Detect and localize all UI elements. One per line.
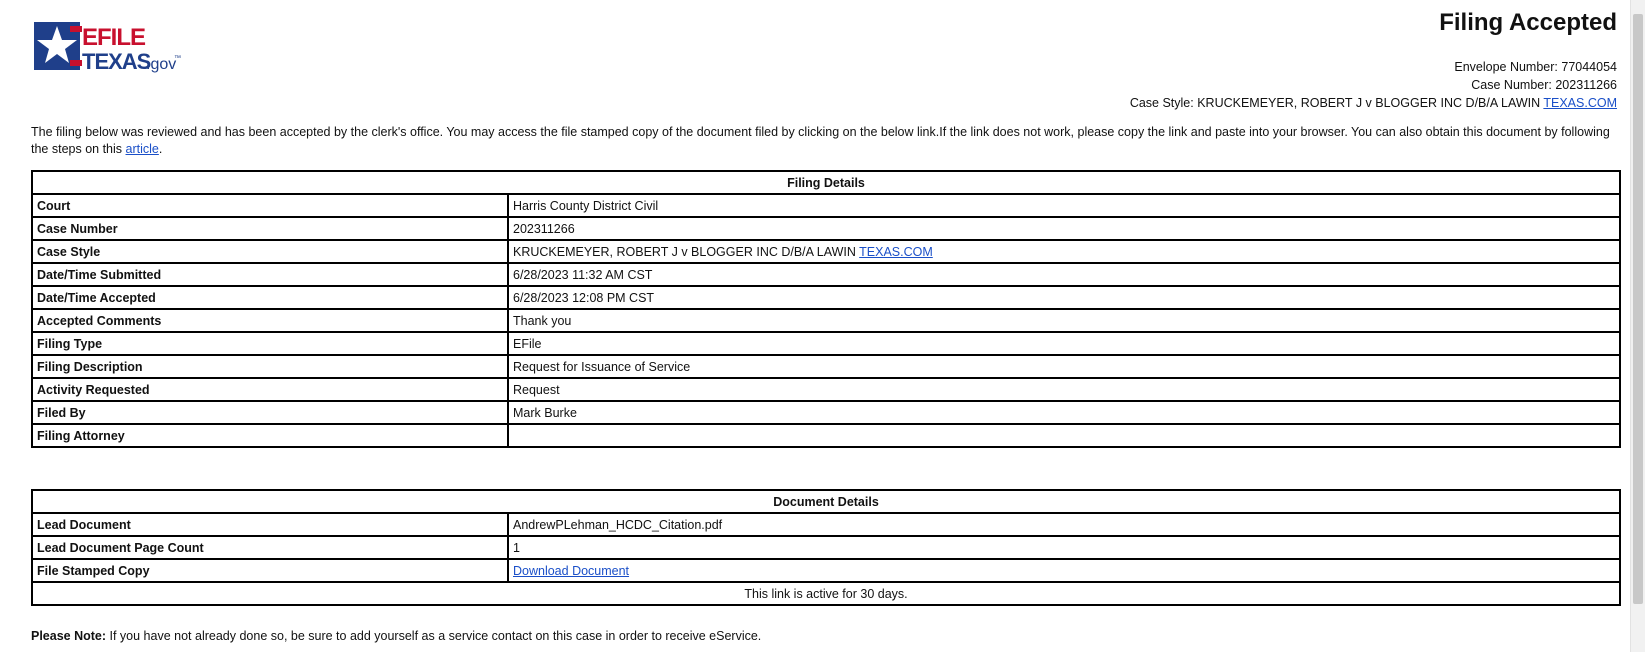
row-label-case-number: Case Number	[32, 217, 508, 240]
row-label-date-submitted: Date/Time Submitted	[32, 263, 508, 286]
table-row	[32, 332, 1620, 355]
row-label-activity-requested: Activity Requested	[32, 378, 508, 401]
document-details-header-row	[32, 490, 1620, 513]
document-details-table	[31, 489, 1621, 606]
row-value-court: Harris County District Civil	[508, 194, 1620, 217]
case-style-value-text: KRUCKEMEYER, ROBERT J v BLOGGER INC D/B/A LAWIN	[513, 244, 856, 259]
table-row	[32, 194, 1620, 217]
table-row	[32, 401, 1620, 424]
document-details-footer-row	[32, 582, 1620, 605]
scrollbar-thumb[interactable]	[1633, 14, 1643, 604]
row-value-filed-by: Mark Burke	[508, 401, 1620, 424]
filing-details-title: Filing Details	[32, 171, 1620, 194]
article-link[interactable]: article	[125, 142, 159, 156]
please-note-text: If you have not already done so, be sure to add yourself as a service contact on this case in order to receive eService.	[109, 629, 762, 643]
link-active-notice: This link is active for 30 days.	[32, 582, 1620, 605]
row-value-case-style	[508, 240, 1620, 263]
case-number-label: Case Number:	[1471, 78, 1552, 92]
table-row	[32, 240, 1620, 263]
envelope-number-line	[1130, 58, 1617, 76]
logo-line2-suffix: .gov	[146, 56, 177, 73]
table-row	[32, 536, 1620, 559]
table-row	[32, 378, 1620, 401]
filing-details-table	[31, 170, 1621, 448]
row-value-date-accepted: 6/28/2023 12:08 PM CST	[508, 286, 1620, 309]
row-label-filed-by: Filed By	[32, 401, 508, 424]
row-label-case-style: Case Style	[32, 240, 508, 263]
logo-line1: EFILE	[82, 24, 146, 51]
logo-tm: ™	[174, 55, 181, 62]
filing-details-header-row	[32, 171, 1620, 194]
table-row	[32, 355, 1620, 378]
case-number-line	[1130, 76, 1617, 94]
row-label-file-stamped-copy: File Stamped Copy	[32, 559, 508, 582]
row-label-filing-attorney: Filing Attorney	[32, 424, 508, 447]
row-value-file-stamped-copy	[508, 559, 1620, 582]
logo-line2: TEXAS	[82, 49, 151, 74]
download-document-link[interactable]: Download Document	[513, 563, 630, 578]
table-row	[32, 286, 1620, 309]
case-style-text: KRUCKEMEYER, ROBERT J v BLOGGER INC D/B/A LAWIN	[1197, 96, 1541, 110]
document-details-title: Document Details	[32, 490, 1620, 513]
row-value-filing-description: Request for Issuance of Service	[508, 355, 1620, 378]
case-style-value-link[interactable]: TEXAS.COM	[859, 244, 933, 259]
envelope-number-label: Envelope Number:	[1454, 60, 1558, 74]
efiletexas-logo	[34, 20, 184, 78]
case-number-value: 202311266	[1555, 78, 1617, 92]
table-row	[32, 424, 1620, 447]
row-label-accepted-comments: Accepted Comments	[32, 309, 508, 332]
please-note	[31, 628, 761, 645]
row-value-filing-type: EFile	[508, 332, 1620, 355]
row-value-accepted-comments: Thank you	[508, 309, 1620, 332]
table-row	[32, 217, 1620, 240]
intro-text: The filing below was reviewed and has been accepted by the clerk's office. You may access the file stamped copy of the document filed by clicking on the below link.If the link does not work, please copy the link and paste into your browser. You can also obtain this document by following the steps on this	[31, 125, 1610, 156]
intro-end: .	[158, 142, 163, 156]
page-title: Filing Accepted	[1439, 9, 1617, 36]
row-value-lead-document: AndrewPLehman_HCDC_Citation.pdf	[508, 513, 1620, 536]
row-label-lead-document: Lead Document	[32, 513, 508, 536]
table-row	[32, 559, 1620, 582]
case-style-label: Case Style:	[1129, 96, 1194, 110]
vertical-scrollbar[interactable]	[1630, 0, 1645, 652]
header-info	[1130, 8, 1617, 112]
please-note-label: Please Note:	[31, 629, 107, 643]
envelope-number-value: 77044054	[1561, 60, 1617, 74]
row-label-date-accepted: Date/Time Accepted	[32, 286, 508, 309]
row-value-date-submitted: 6/28/2023 11:32 AM CST	[508, 263, 1620, 286]
case-style-line	[1130, 94, 1617, 112]
row-value-page-count: 1	[508, 536, 1620, 559]
row-label-filing-type: Filing Type	[32, 332, 508, 355]
row-label-court: Court	[32, 194, 508, 217]
row-label-filing-description: Filing Description	[32, 355, 508, 378]
table-row	[32, 309, 1620, 332]
row-value-filing-attorney	[508, 424, 1620, 447]
row-label-page-count: Lead Document Page Count	[32, 536, 508, 559]
intro-paragraph	[31, 124, 1621, 158]
case-style-link[interactable]: TEXAS.COM	[1543, 96, 1617, 110]
row-value-case-number: 202311266	[508, 217, 1620, 240]
row-value-activity-requested: Request	[508, 378, 1620, 401]
table-row	[32, 263, 1620, 286]
table-row	[32, 513, 1620, 536]
